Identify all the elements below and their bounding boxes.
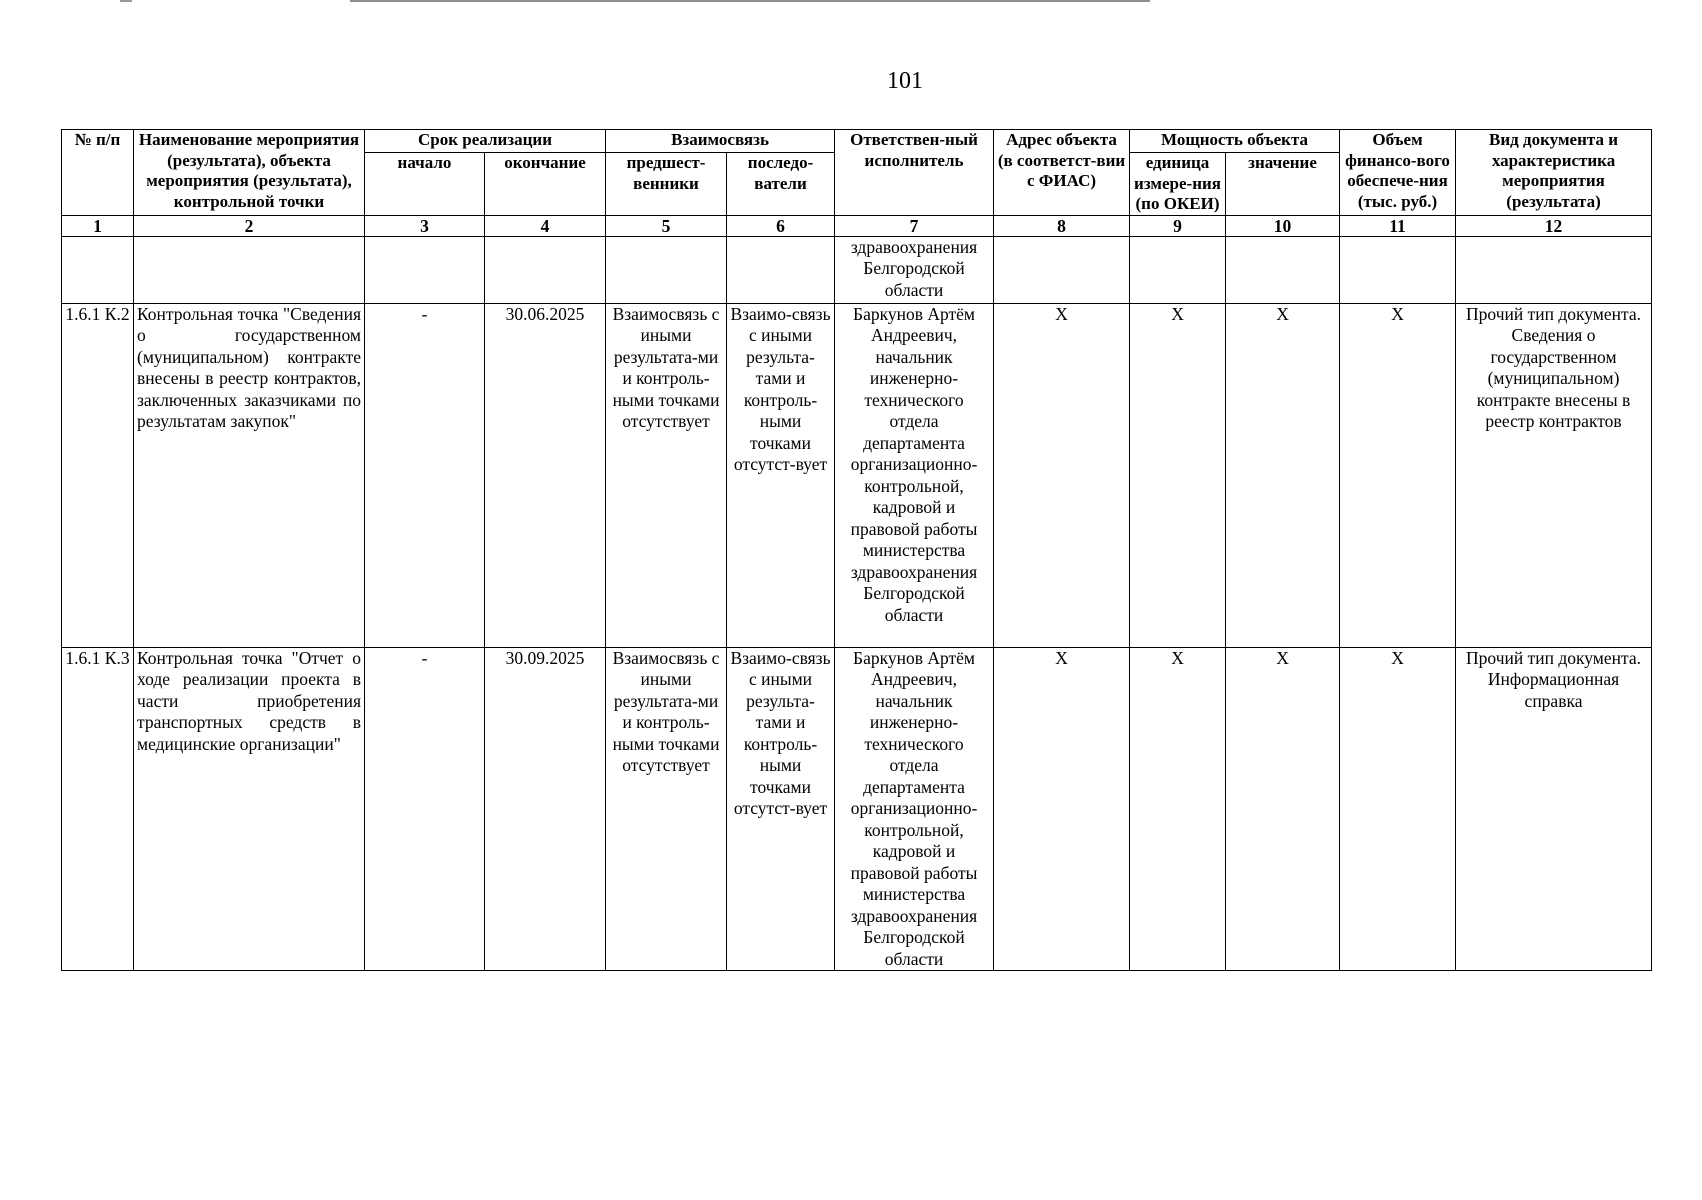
column-number: 8 [994,215,1130,236]
scan-top-edge [0,0,1702,2]
schedule-table [61,129,1652,971]
row-predecessors: Взаимосвязь с иными результата-ми и контроль-ными точками отсутствует [606,303,727,647]
table-cell [727,236,835,303]
column-number: 12 [1456,215,1652,236]
header-link-group: Взаимосвязь [606,130,835,153]
table-cell [62,236,134,303]
header-no: № п/п [62,130,134,216]
row-unit: X [1130,303,1226,647]
row-end: 30.09.2025 [485,647,606,971]
column-number: 11 [1340,215,1456,236]
responsible-continuation: здравоохранения Белгородской области [835,236,994,303]
column-number: 2 [134,215,365,236]
column-number: 1 [62,215,134,236]
row-end: 30.06.2025 [485,303,606,647]
table-cell [1456,236,1652,303]
row-unit: X [1130,647,1226,971]
row-finance: X [1340,647,1456,971]
row-successors: Взаимо-связь с иными результа-тами и контроль-ными точками отсутст-вует [727,647,835,971]
row-predecessors: Взаимосвязь с иными результата-ми и контроль-ными точками отсутствует [606,647,727,971]
column-number: 10 [1226,215,1340,236]
header-finance: Объем финансо-вого обеспече-ния (тыс. руб.) [1340,130,1456,216]
row-address: X [994,647,1130,971]
header-unit: единица измере-ния (по ОКЕИ) [1130,153,1226,216]
row-start: - [365,647,485,971]
column-number: 9 [1130,215,1226,236]
header-address: Адрес объекта (в соответст-вии с ФИАС) [994,130,1130,216]
table-cell [994,236,1130,303]
header-period-group: Срок реализации [365,130,606,153]
row-doc-type: Прочий тип документа. Сведения о государственном (муниципальном) контракте внесены в реестр контрактов [1456,303,1652,647]
row-responsible: Баркунов Артём Андреевич, начальник инженерно-технического отдела департамента организационно-контрольной, кадровой и правовой работы министерства здравоохранения Белгородской области [835,647,994,971]
column-numbers-row [62,215,1652,236]
table-cell [485,236,606,303]
table-row [62,647,1652,971]
row-doc-type: Прочий тип документа. Информационная справка [1456,647,1652,971]
header-doc-type: Вид документа и характеристика мероприятия (результата) [1456,130,1652,216]
row-number: 1.6.1 К.2 [62,303,134,647]
header-value: значение [1226,153,1340,216]
row-responsible: Баркунов Артём Андреевич, начальник инженерно-технического отдела департамента организационно-контрольной, кадровой и правовой работы министерства здравоохранения Белгородской области [835,303,994,647]
table-cell [365,236,485,303]
column-number: 5 [606,215,727,236]
row-value: X [1226,647,1340,971]
row-address: X [994,303,1130,647]
header-end: окончание [485,153,606,216]
row-value: X [1226,303,1340,647]
row-successors: Взаимо-связь с иными результа-тами и контроль-ными точками отсутст-вует [727,303,835,647]
table-row [62,303,1652,647]
row-name: Контрольная точка "Отчет о ходе реализации проекта в части приобретения транспортных средств в медицинские организации" [134,647,365,971]
header-capacity-group: Мощность объекта [1130,130,1340,153]
table-cell [1340,236,1456,303]
header-successors: последо-ватели [727,153,835,216]
header-start: начало [365,153,485,216]
table-cell [134,236,365,303]
row-finance: X [1340,303,1456,647]
header-row-top [62,130,1652,153]
header-responsible: Ответствен-ный исполнитель [835,130,994,216]
row-number: 1.6.1 К.3 [62,647,134,971]
row-name: Контрольная точка "Сведения о государственном (муниципальном) контракте внесены в реестр контрактов, заключенных заказчиками по результатам закупок" [134,303,365,647]
column-number: 6 [727,215,835,236]
column-number: 3 [365,215,485,236]
column-number: 4 [485,215,606,236]
row-start: - [365,303,485,647]
page-number: 101 [887,68,923,94]
table-cell [606,236,727,303]
header-name: Наименование мероприятия (результата), объекта мероприятия (результата), контрольной точки [134,130,365,216]
column-number: 7 [835,215,994,236]
header-predecessors: предшест-венники [606,153,727,216]
table-cell [1130,236,1226,303]
continuation-row [62,236,1652,303]
table-cell [1226,236,1340,303]
